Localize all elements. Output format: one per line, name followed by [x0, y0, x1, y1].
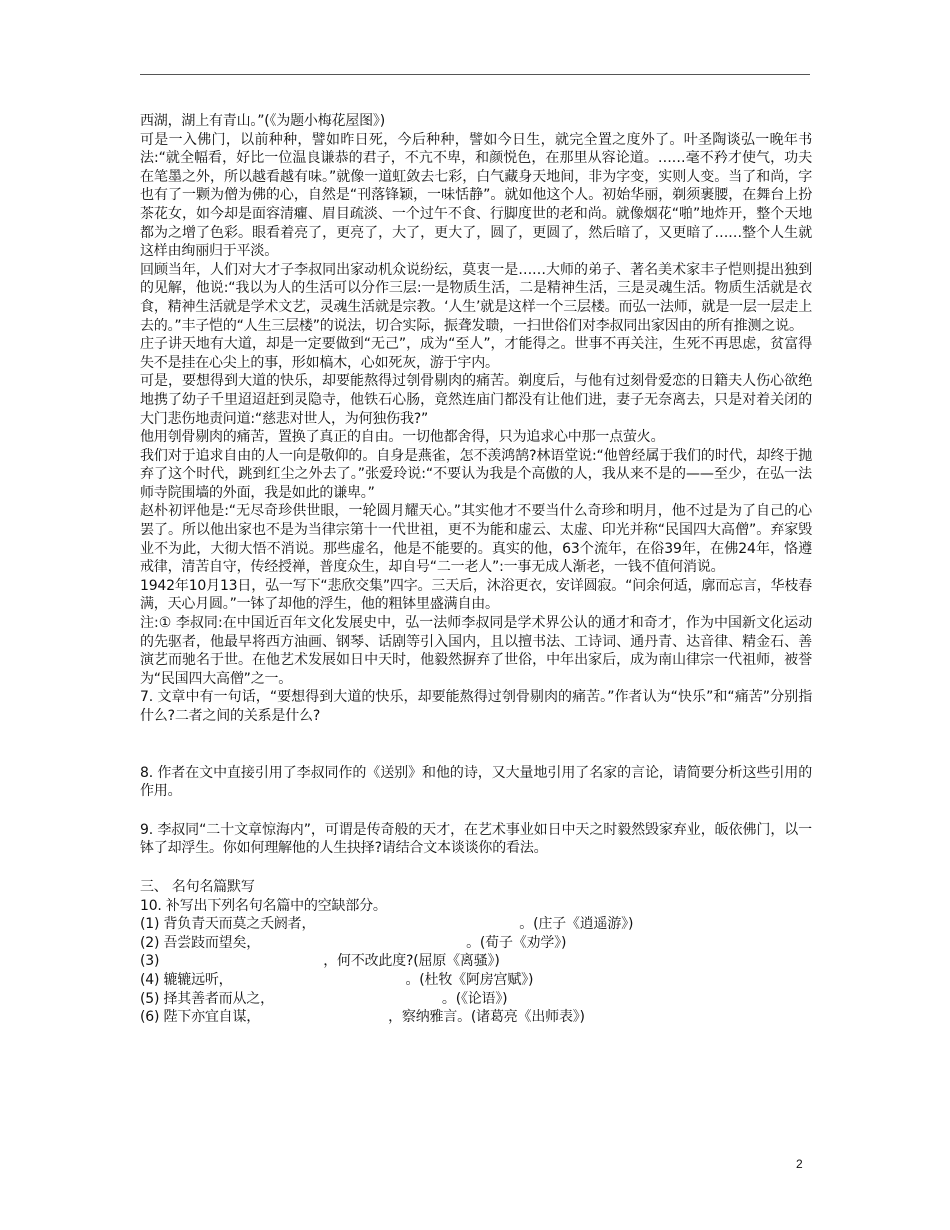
fill-source: 。(《论语》) [441, 990, 508, 1007]
fill-prompt: (1) 背负青天而莫之夭阏者， [140, 916, 316, 933]
fill-blank[interactable] [315, 915, 519, 934]
fill-line-5 [140, 990, 812, 1009]
fill-prompt: (2) 吾尝跂而望矣， [140, 934, 261, 951]
document-body [140, 112, 812, 1027]
question-10: 10. 补写出下列名句名篇中的空缺部分。 [140, 897, 387, 914]
paragraph-8: 赵朴初评他是:“无尽奇珍供世眼，一轮圆月耀天心。”其实他才不要当什么奇珍和明月，他不过是为了自己的心罢了。所以他出家也不是为当律宗第十一代世祖，更不为能和虚云、太虚、印光并称“民国四大高僧”。弃家毁业不为此，大彻大悟不消说。那些虚名，他是不能要的。真实的他，63个流年，在俗39年，在佛24年，恪遵戒律，清苦自守，传经授禅，普度众生，却自号“二一老人”:一事无成人渐老，一钱不值何消说。 [140, 503, 812, 576]
fill-blank[interactable] [232, 971, 405, 990]
paragraph-4: 庄子讲天地有大道，却是一定要做到“无己”，成为“至人”，才能得之。世事不再关注，生死不再思虑，贫富得失不是挂在心尖上的事，形如槁木，心如死灰，游于宇内。 [140, 336, 812, 371]
question-9: 9. 李叔同“二十文章惊海内”，可谓是传奇般的天才，在艺术事业如日中天之时毅然毁家弃业，皈依佛门，以一钵了却浮生。你如何理解他的人生抉择?请结合文本谈谈你的看法。 [140, 821, 812, 857]
paragraph-7: 我们对于追求自由的人一向是敬仰的。自身是燕雀，怎不羡鸿鹄?林语堂说:“他曾经属于我们的时代，却终于抛弃了这个时代，跳到红尘之外去了。”张爱玲说:“不要认为我是个高傲的人，我从来不是的——至少，在弘一法师寺院围墙的外面，我是如此的谦卑。” [140, 447, 812, 501]
paragraph-1: 西湖，湖上有青山。”(《为题小梅花屋图》) [140, 113, 385, 129]
paragraph-3: 回顾当年，人们对大才子李叔同出家动机众说纷纭，莫衷一是……大师的弟子、著名美术家丰子恺则提出独到的见解，他说:“我以为人的生活可以分作三层:一是物质生活，二是精神生活，三是灵魂生活。物质生活就是衣食，精神生活就是学术文艺，灵魂生活就是宗教。‘人生’就是这样一个三层楼。而弘一法师，就是一层一层走上去的。”丰子恺的“人生三层楼”的说法，切合实际，振聋发聩，一扫世俗们对李叔同出家因由的所有推测之说。 [140, 261, 812, 334]
paragraph-9: 1942年10月13日，弘一写下“悲欣交集”四字。三天后，沐浴更衣，安详圆寂。“问余何适，廓而忘言，华枝春满，天心月圆。”一钵了却他的浮生，他的粗钵里盛满自由。 [140, 577, 812, 613]
fill-blank[interactable] [260, 1008, 388, 1027]
fill-line-6 [140, 1008, 812, 1027]
section-heading: 三、 名句名篇默写 [140, 878, 255, 895]
question-8: 8. 作者在文中直接引用了李叔同作的《送别》和他的诗，又大量地引用了名家的言论，请简要分析这些引用的作用。 [140, 764, 812, 800]
annotation-note: 注:① 李叔同:在中国近百年文化发展史中，弘一法师李叔同是学术界公认的通才和奇才，作为中国新文化运动的先驱者，他最早将西方油画、钢琴、话剧等引入国内，且以擅书法、工诗词、通丹青、达音律、精金石、善演艺而驰名于世。在他艺术发展如日中天时，他毅然摒弃了世俗，中年出家后，成为南山律宗一代祖师，被誉为“民国四大高僧”之一。 [140, 615, 812, 687]
fill-line-2 [140, 934, 812, 953]
fill-prompt: (4) 辘辘远听， [140, 971, 233, 988]
fill-source: 。(荀子《劝学》) [466, 934, 567, 951]
answer-space-7 [140, 726, 812, 764]
paragraph-2: 可是一入佛门，以前种种，譬如昨日死，今后种种，譬如今日生，就完全置之度外了。叶圣陶谈弘一晚年书法:“就全幅看，好比一位温良谦恭的君子，不亢不卑，和颜悦色，在那里从容论道。……毫不矜才使气，功夫在笔墨之外，所以越看越有味。”就像一道虹敛去七彩，白气藏身天地间，非为字变，实则人变。当了和尚，字也有了一颗为僧为佛的心，自然是“刊落锋颖，一味恬静”。就如他这个人。初始华丽，剃须裹腰，在舞台上扮茶花女，如今却是面容清癯、眉目疏淡、一个过午不食、行脚度世的老和尚。就像烟花“啪”地炸开，整个天地都为之增了色彩。眼看着亮了，更亮了，大了，更大了，圆了，更圆了，然后暗了，又更暗了……整个人生就这样由绚丽归于平淡。 [140, 131, 812, 260]
fill-blank[interactable] [159, 952, 323, 971]
paragraph-6: 他用刳骨剔肉的痛苦，置换了真正的自由。一切他都舍得，只为追求心中那一点萤火。 [140, 429, 665, 446]
fill-line-3 [140, 952, 812, 971]
fill-source: ，何不改此度?(屈原《离骚》) [323, 953, 500, 970]
page-number: 2 [796, 1157, 803, 1171]
fill-prompt: (5) 择其善者而从之， [140, 990, 274, 1007]
answer-space-8 [140, 801, 812, 821]
fill-prompt: (6) 陛下亦宜自谋， [140, 1009, 261, 1026]
header-rule [140, 74, 810, 75]
fill-prompt: (3) [140, 953, 160, 970]
fill-source: ，察纳雅言。(诸葛亮《出师表》) [388, 1009, 585, 1026]
paragraph-5: 可是，要想得到大道的快乐，却要能熬得过刳骨剔肉的痛苦。剃度后，与他有过刻骨爱恋的日籍夫人伤心欲绝地携了幼子千里迢迢赶到灵隐寺，他铁石心肠，竟然连庙门都没有让他们进，妻子无奈离去，只是对着关闭的大门悲伤地责问道:“慈悲对世人，为何独伤我?” [140, 373, 812, 427]
fill-source: 。(庄子《逍遥游》) [519, 916, 634, 933]
fill-blank[interactable] [274, 990, 442, 1009]
fill-source: 。(杜牧《阿房宫赋》) [405, 971, 534, 988]
answer-space-9 [140, 858, 812, 878]
fill-blank[interactable] [260, 934, 466, 953]
question-7: 7. 文章中有一句话，“要想得到大道的快乐，却要能熬得过刳骨剔肉的痛苦。”作者认为“快乐”和“痛苦”分别指什么?二者之间的关系是什么? [140, 689, 812, 724]
fill-line-1 [140, 915, 812, 934]
fill-line-4 [140, 971, 812, 990]
